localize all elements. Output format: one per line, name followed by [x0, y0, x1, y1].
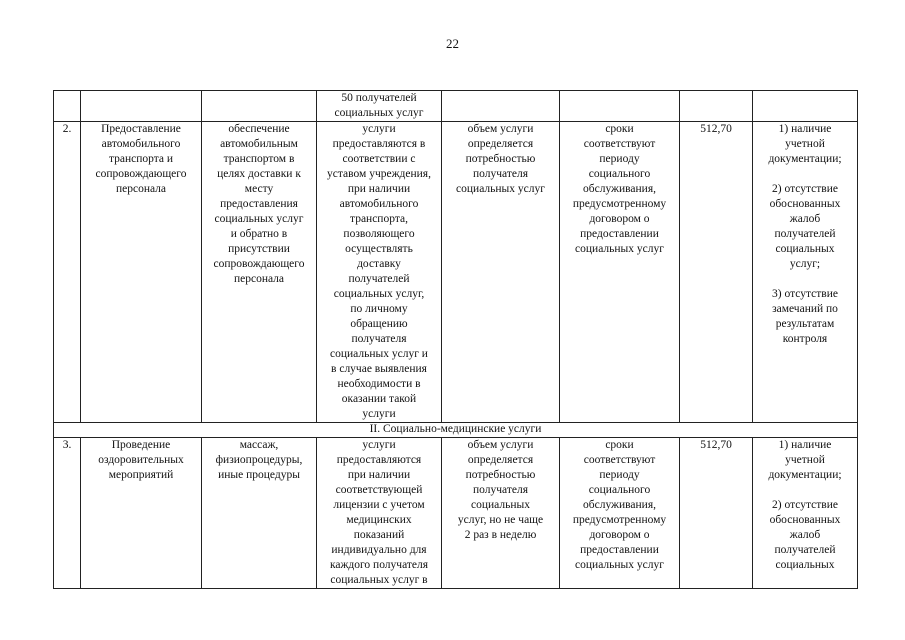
service-conditions — [317, 438, 442, 589]
service-content-text: массаж, физиопроцедуры, иные процедуры — [215, 439, 303, 481]
service-conditions — [317, 122, 442, 423]
row-number: 2. — [54, 122, 81, 423]
service-name-text: Предоставление автомобильного транспорта и сопровождающего персонала — [95, 123, 187, 195]
num-cell — [54, 91, 81, 122]
service-content — [202, 122, 317, 423]
criterion-2: 2) отсутствие обоснованных жалоб получателей социальных — [769, 499, 841, 571]
services-table — [53, 90, 858, 589]
criterion-3: 3) отсутствие замечаний по результатам контроля — [772, 288, 838, 345]
service-name-text: Проведение оздоровительных мероприятий — [98, 439, 184, 481]
table-row-2 — [54, 122, 858, 423]
service-content-text: обеспечение автомобильным транспортом в целях доставки к месту предоставления социальных услуг и обратно в присутствии сопровождающего персонала — [213, 123, 305, 285]
service-terms — [560, 438, 680, 589]
criterion-2: 2) отсутствие обоснованных жалоб получателей социальных услуг; — [769, 183, 841, 270]
page-number: 22 — [446, 36, 459, 51]
service-tariff: 512,70 — [680, 122, 753, 423]
service-criteria — [753, 122, 858, 423]
service-content — [202, 438, 317, 589]
service-volume-text: объем услуги определяется потребностью получателя социальных услуг, но не чаще 2 раз в неделю — [457, 439, 544, 541]
criteria-cell — [753, 91, 858, 122]
volume-cell — [442, 91, 560, 122]
service-conditions-text: услуги предоставляются в соответствии с уставом учреждения, при наличии автомобильного транспорта, позволяющего осуществлять доставку получателей социальных услуг, по личному обращению получателя социальных услуг и в случае выявления необходимости в оказании такой услуги — [327, 123, 431, 420]
service-terms — [560, 122, 680, 423]
content-cell — [202, 91, 317, 122]
criterion-1: 1) наличие учетной документации; — [768, 123, 842, 165]
continuation-row — [54, 91, 858, 122]
service-volume-text: объем услуги определяется потребностью получателя социальных услуг — [456, 123, 545, 195]
continuation-text: 50 получателей социальных услуг — [334, 92, 424, 119]
terms-cell — [560, 91, 680, 122]
service-name — [81, 438, 202, 589]
row-number: 3. — [54, 438, 81, 589]
criterion-1: 1) наличие учетной документации; — [768, 439, 842, 481]
tariff-cell — [680, 91, 753, 122]
service-tariff: 512,70 — [680, 438, 753, 589]
conditions-cell — [317, 91, 442, 122]
service-terms-text: сроки соответствуют периоду социального обслуживания, предусмотренному договором о предоставлении социальных услуг — [572, 123, 667, 255]
section-heading: II. Социально-медицинские услуги — [54, 423, 858, 438]
service-terms-text: сроки соответствуют периоду социального обслуживания, предусмотренному договором о предоставлении социальных услуг — [572, 439, 667, 571]
service-name — [81, 122, 202, 423]
table-row-3 — [54, 438, 858, 589]
service-conditions-text: услуги предоставляются при наличии соответствующей лицензии с учетом медицинских показаний индивидуально для каждого получателя социальных услуг в — [329, 439, 429, 586]
section-heading-row — [54, 423, 858, 438]
service-volume — [442, 438, 560, 589]
service-criteria — [753, 438, 858, 589]
name-cell — [81, 91, 202, 122]
service-volume — [442, 122, 560, 423]
